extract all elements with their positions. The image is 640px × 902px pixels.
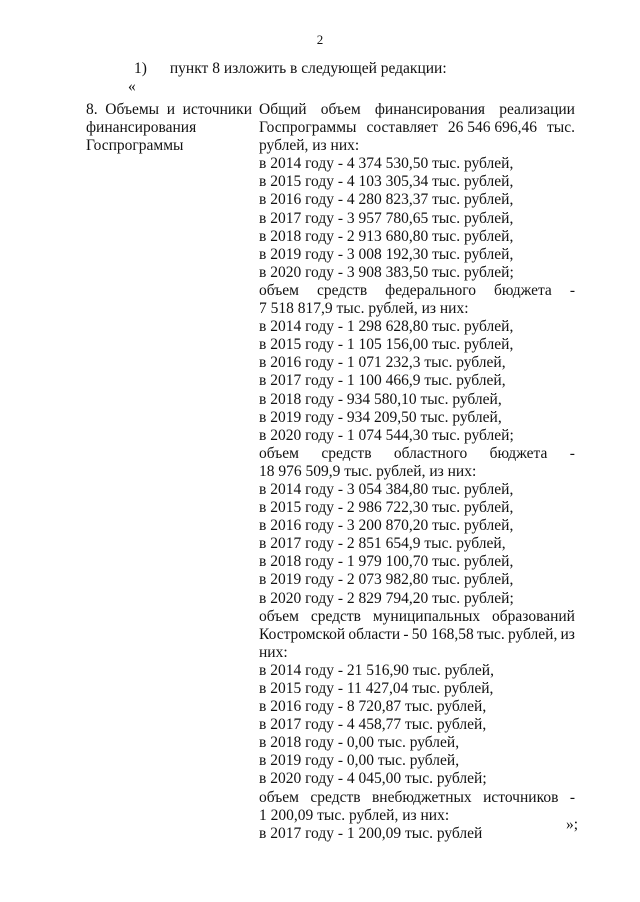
text-line: в 2014 году - 1 298 628,80 тыс. рублей, bbox=[259, 318, 514, 336]
word: бюджета bbox=[494, 281, 552, 299]
section-label: 8. Объемы и источники финансирования Госпрограммы bbox=[86, 101, 252, 154]
text-line: в 2019 году - 3 008 192,30 тыс. рублей, bbox=[259, 245, 514, 263]
word: 26 546 696,46 bbox=[447, 119, 537, 137]
text-line: в 2014 году - 3 054 384,80 тыс. рублей, bbox=[259, 480, 514, 498]
word: федерального bbox=[385, 281, 476, 299]
word: средств bbox=[321, 444, 372, 462]
text-line bbox=[259, 101, 575, 119]
text-line: в 2016 году - 1 071 232,3 тыс. рублей, bbox=[259, 354, 506, 372]
text-line: в 2020 году - 1 074 544,30 тыс. рублей; bbox=[259, 426, 514, 444]
item-text: пункт 8 изложить в следующей редакции: bbox=[169, 60, 447, 77]
text-line: в 2019 году - 934 209,50 тыс. рублей, bbox=[259, 408, 502, 426]
word: реализации bbox=[499, 101, 575, 118]
text-line bbox=[259, 789, 575, 807]
text-line: них: bbox=[259, 643, 288, 661]
text-line: 1 200,09 тыс. рублей, из них: bbox=[259, 806, 450, 824]
text-line: в 2018 году - 934 580,10 тыс. рублей, bbox=[259, 390, 502, 408]
text-line: в 2015 году - 1 105 156,00 тыс. рублей, bbox=[259, 336, 514, 354]
word: - bbox=[569, 444, 575, 462]
text-line: в 2019 году - 0,00 тыс. рублей, bbox=[259, 752, 460, 770]
text-line: в 2015 году - 11 427,04 тыс. рублей, bbox=[259, 680, 494, 697]
text-line bbox=[259, 282, 575, 300]
text-line: 7 518 817,9 тыс. рублей, из них: bbox=[259, 300, 469, 318]
word: объем bbox=[259, 788, 299, 806]
word: средств bbox=[310, 607, 361, 625]
text-line: в 2017 году - 3 957 780,65 тыс. рублей, bbox=[259, 209, 514, 227]
word: тыс. bbox=[547, 119, 575, 137]
text-line: в 2017 году - 2 851 654,9 тыс. рублей, bbox=[259, 535, 506, 553]
close-quote: »; bbox=[566, 816, 579, 833]
open-quote: « bbox=[128, 78, 136, 95]
item-number: 1) bbox=[134, 60, 147, 77]
page-number: 2 bbox=[316, 32, 324, 47]
text-line: в 2016 году - 3 200 870,20 тыс. рублей, bbox=[259, 517, 514, 535]
word: источников bbox=[483, 788, 559, 806]
word: Госпрограммы bbox=[259, 119, 357, 137]
word: из bbox=[560, 625, 575, 643]
word: объем bbox=[259, 607, 299, 625]
text-line bbox=[259, 626, 575, 644]
word: составляет bbox=[366, 119, 438, 137]
text-line: в 2019 году - 2 073 982,80 тыс. рублей, bbox=[259, 571, 514, 589]
text-line: в 2020 году - 4 045,00 тыс. рублей; bbox=[259, 770, 487, 788]
financing-text bbox=[259, 101, 575, 843]
text-line: в 2018 году - 2 913 680,80 тыс. рублей, bbox=[259, 227, 514, 245]
word: объем bbox=[320, 101, 361, 118]
word: области bbox=[348, 625, 401, 643]
text-line: в 2015 году - 2 986 722,30 тыс. рублей, bbox=[259, 499, 514, 517]
word: - bbox=[569, 281, 575, 299]
word: рублей, bbox=[507, 625, 558, 643]
word: образований bbox=[492, 607, 575, 625]
word: - bbox=[403, 625, 409, 643]
word: объем bbox=[259, 281, 299, 299]
word: объем bbox=[259, 444, 299, 462]
text-line: в 2020 году - 2 829 794,20 тыс. рублей; bbox=[259, 589, 514, 607]
word: муниципальных bbox=[372, 607, 481, 625]
word: Общий bbox=[259, 101, 307, 118]
word: бюджета bbox=[489, 444, 548, 462]
word: финансирования bbox=[374, 101, 486, 118]
text-line: в 2014 году - 4 374 530,50 тыс. рублей, bbox=[259, 155, 514, 173]
word: средств bbox=[316, 281, 368, 299]
word: областного bbox=[393, 444, 468, 462]
word: 50 168,58 bbox=[411, 625, 474, 643]
text-line bbox=[259, 445, 575, 463]
text-line bbox=[259, 608, 575, 626]
text-line: в 2020 году - 3 908 383,50 тыс. рублей; bbox=[259, 263, 514, 281]
text-line: в 2018 году - 0,00 тыс. рублей, bbox=[259, 734, 460, 752]
text-line: в 2016 году - 4 280 823,37 тыс. рублей, bbox=[259, 191, 514, 209]
text-line: в 2016 году - 8 720,87 тыс. рублей, bbox=[259, 698, 487, 716]
word: тыс. bbox=[476, 625, 505, 643]
text-line: в 2018 году - 1 979 100,70 тыс. рублей, bbox=[259, 553, 514, 571]
word: Костромской bbox=[259, 625, 346, 643]
word: - bbox=[569, 788, 575, 806]
text-line: в 2017 году - 1 100 466,9 тыс. рублей, bbox=[259, 372, 506, 390]
word: средств bbox=[310, 788, 361, 806]
text-line: в 2015 году - 4 103 305,34 тыс. рублей, bbox=[259, 173, 514, 191]
text-line: рублей, из них: bbox=[259, 137, 360, 155]
text-line bbox=[259, 119, 575, 137]
text-line: в 2017 году - 4 458,77 тыс. рублей, bbox=[259, 716, 487, 734]
amendment-item bbox=[134, 60, 447, 78]
text-line: в 2014 году - 21 516,90 тыс. рублей, bbox=[259, 661, 494, 679]
word: внебюджетных bbox=[371, 788, 472, 806]
text-line: в 2017 году - 1 200,09 тыс. рублей bbox=[259, 824, 483, 842]
text-line: 18 976 509,9 тыс. рублей, из них: bbox=[259, 462, 477, 480]
